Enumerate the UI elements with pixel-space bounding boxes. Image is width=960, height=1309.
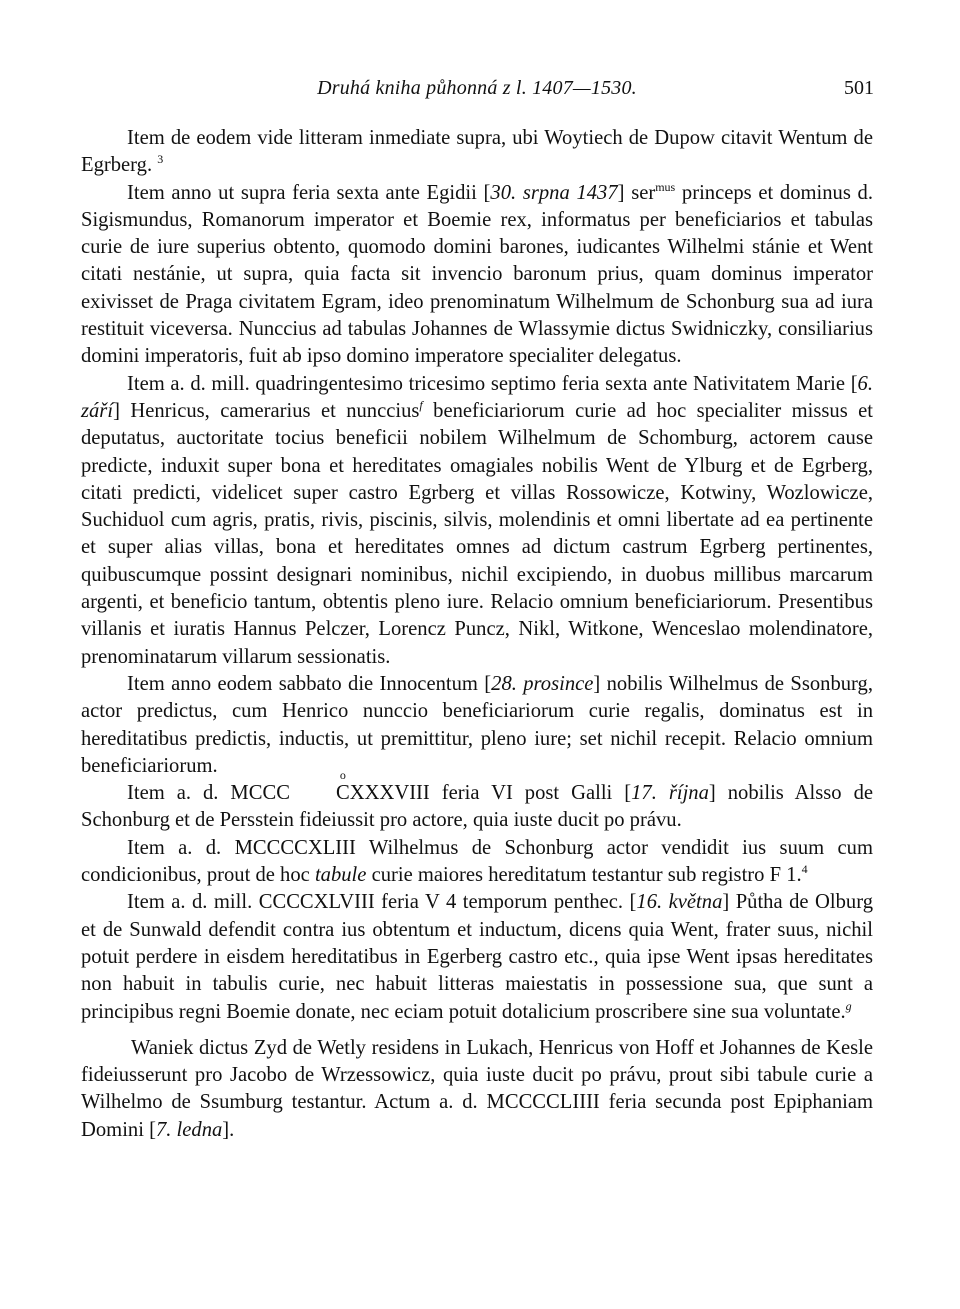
paragraph xyxy=(81,180,873,371)
footnote-marker: g xyxy=(845,998,852,1013)
italic-text: tabule xyxy=(314,864,367,887)
text-run: ]. xyxy=(222,1118,235,1141)
paragraph xyxy=(81,125,873,180)
footnote-marker: 3 xyxy=(157,152,164,167)
paragraph xyxy=(81,1035,873,1144)
text-run: Item anno ut supra feria sexta ante Egidii [ xyxy=(127,181,491,204)
paragraph xyxy=(81,671,873,783)
italic-text: 7. ledna xyxy=(155,1118,223,1141)
footnote-marker: mus xyxy=(655,179,676,194)
text-run: ] Půtha de Olburg et de Sunwald defendit contra ius obtentum et inductum, dicens quia Went, frater suus, nichil potuit perdere in eisdem hereditatibus in Egerberg castro etc., quia ipse Went ipsas hereditates non habuit in tabulis curie, nec habuit litteras maiestatis in possessione sua, que sunt a principibus regni Boemie donate, nec eciam potuit dotalicium proscribere sine sua voluntate. xyxy=(81,891,873,1023)
text-run: Item a. d. mill. quadringentesimo tricesimo septimo feria sexta ante Nativitatem Marie [ xyxy=(127,372,858,395)
text-run: princeps et dominus d. Sigismundus, Romanorum imperator et Boemie rex, informatus per beneficiarios et tabulas curie de iure superius obtento, quomodo domini barones, iudicantes Wilhelmi stánie et Went citati nestánie, ut supra, quia facta sit invencio baronum prius, quam dominus imperator exivisset de Praga civitatem Egram, ideo prenominatum Wilhelmum de Schonburg sua ad iura restituit viceversa. Nunccius ad tabulas Johannes de Wlassymie dictus Swidniczky, consiliarius domini imperatoris, fuit ab ipso domino imperatore specialiter delegatus. xyxy=(81,181,873,368)
text-run: ] nobilis Alsso de Schonburg et de Persstein fideiussit pro actore, quia iuste ducit po právu. xyxy=(81,782,874,832)
text-run: Item de eodem vide litteram inmediate supra, ubi Woytiech de Dupow citavit Wentum de Egrberg. xyxy=(81,127,873,177)
text-run: Item a. d. MCCC xyxy=(127,782,290,805)
text-run: ] Henricus, camerarius et nunccius xyxy=(113,399,420,422)
text-run: XXXVIII feria VI post Galli [ xyxy=(349,782,632,805)
italic-text: 16. května xyxy=(636,891,723,914)
page-number: 501 xyxy=(844,77,874,99)
italic-text: 17. října xyxy=(631,782,709,805)
paragraph xyxy=(81,768,874,835)
running-title: Druhá kniha půhonná z l. 1407—1530. xyxy=(317,77,637,99)
ring-base-letter: C xyxy=(335,782,350,805)
ring-mark: o xyxy=(339,768,346,783)
main-text xyxy=(81,125,873,1144)
italic-text: 6. září xyxy=(81,372,873,422)
italic-text: 28. prosince xyxy=(491,672,594,695)
italic-text: 30. srpna 1437 xyxy=(490,181,618,204)
text-run: Item a. d. mill. CCCCXLVIII feria V 4 temporum penthec. [ xyxy=(127,891,637,914)
running-header xyxy=(80,77,874,105)
text-run: curie maiores hereditatum testantur sub registro F 1. xyxy=(366,864,802,887)
text-run: Item anno eodem sabbato die Innocentum [ xyxy=(127,672,492,695)
text-run: ] nobilis Wilhelmus de Ssonburg, actor predictus, cum Henrico nunccio beneficiariorum curie regalis, dominatus est in hereditatibus predictis, inductis, ut premittitur, pleno iure; set nichil recepit. Relacio omnium beneficiariorum. xyxy=(81,672,873,777)
text-run: Item a. d. MCCCCXLIII Wilhelmus de Schonburg actor vendidit ius suum cum condicionibus, prout de hoc xyxy=(81,836,873,887)
text-run: Waniek dictus Zyd de Wetly residens in Lukach, Henricus von Hoff et Johannes de Kesle fideiusserunt pro Jacobo de Wrzessowicz, quia iuste ducit po právu, prout sibi tabule curie a Wilhelmo de Ssumburg testantur. Actum a. d. MCCCCLIIII feria secunda post Epiphaniam Domini [ xyxy=(81,1036,873,1141)
paragraph xyxy=(81,889,873,1025)
paragraph xyxy=(81,835,873,890)
footnote-marker: f xyxy=(419,397,423,412)
paragraph xyxy=(81,371,873,671)
footnote-marker: 4 xyxy=(801,862,808,877)
ring-letter xyxy=(290,768,350,807)
text-run: beneficiariorum curie ad hoc specialiter missus et deputatus, auctoritate tocius beneficii nobilem Wilhelmum de Schomburg, actorem cause predicte, induxit super bona et hereditates omagiales nobilis Went de Ylburg et de Egrberg, citati predicti, videlicet super castro Egrberg et villas Rossowicze, Kotwiny, Wozlowicze, Suchiduol cum agris, pratis, rivis, piscinis, silvis, molendinis et omni libertate ad ea pertinente et super alias villas, bona et hereditates omnes ad dictum castrum Egrberg pertinentes, quibuscumque possint designari nominibus, nichil excipiendo, in duobus millibus marcarum argenti, et beneficio tantum, obtentis pleno iure. Relacio omnium beneficiariorum. Presentibus villanis et iuratis Hannus Pelczer, Lorencz Puncz, Nikl, Witkone, Wenceslao molendinatore, prenominatarum villarum sessionatis. xyxy=(81,399,873,668)
text-run: ] ser xyxy=(617,181,656,204)
